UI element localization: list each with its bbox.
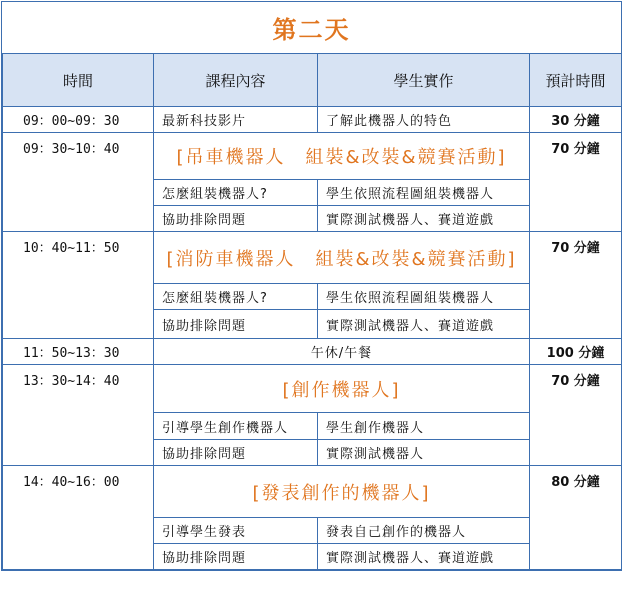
practice-cell: 實際測試機器人、賽道遊戲: [318, 206, 530, 232]
practice-cell: 學生依照流程圖組裝機器人: [318, 180, 530, 206]
content-cell: 怎麼組裝機器人?: [154, 180, 318, 206]
activity-title: [發表創作的機器人]: [154, 466, 530, 518]
content-cell: 協助排除問題: [154, 206, 318, 232]
content-cell: 引導學生創作機器人: [154, 413, 318, 440]
activity-title: [吊車機器人 組裝&改裝&競賽活動]: [154, 133, 530, 180]
time-cell: 13：30~14：40: [3, 365, 154, 466]
duration-cell: 70 分鐘: [530, 365, 622, 466]
activity-title: [創作機器人]: [154, 365, 530, 413]
header-duration: 預計時間: [530, 54, 622, 107]
header-row: [3, 54, 622, 107]
table-row: [3, 232, 622, 284]
time-cell: 09：00~09：30: [3, 107, 154, 133]
table-row: [3, 466, 622, 518]
practice-cell: 了解此機器人的特色: [318, 107, 530, 133]
practice-cell: 學生依照流程圖組裝機器人: [318, 284, 530, 310]
lunch-cell: 午休/午餐: [154, 339, 530, 365]
duration-cell: 70 分鐘: [530, 133, 622, 232]
practice-cell: 發表自己創作的機器人: [318, 518, 530, 544]
table-row: [3, 107, 622, 133]
content-cell: 怎麼組裝機器人?: [154, 284, 318, 310]
duration-cell: 80 分鐘: [530, 466, 622, 570]
time-cell: 09：30~10：40: [3, 133, 154, 232]
schedule-table: [2, 53, 622, 570]
duration-cell: 70 分鐘: [530, 232, 622, 339]
activity-title: [消防車機器人 組裝&改裝&競賽活動]: [154, 232, 530, 284]
page-title: 第二天: [272, 16, 351, 44]
time-cell: 10：40~11：50: [3, 232, 154, 339]
duration-cell: 30 分鐘: [530, 107, 622, 133]
header-content: 課程內容: [154, 54, 318, 107]
content-cell: 引導學生發表: [154, 518, 318, 544]
practice-cell: 實際測試機器人、賽道遊戲: [318, 544, 530, 570]
content-cell: 協助排除問題: [154, 310, 318, 339]
time-cell: 11：50~13：30: [3, 339, 154, 365]
content-cell: 協助排除問題: [154, 544, 318, 570]
practice-cell: 學生創作機器人: [318, 413, 530, 440]
header-practice: 學生實作: [318, 54, 530, 107]
table-row: [3, 339, 622, 365]
header-time: 時間: [3, 54, 154, 107]
schedule-frame: [1, 1, 622, 571]
content-cell: 協助排除問題: [154, 440, 318, 466]
duration-cell: 100 分鐘: [530, 339, 622, 365]
practice-cell: 實際測試機器人、賽道遊戲: [318, 310, 530, 339]
table-row: [3, 133, 622, 180]
practice-cell: 實際測試機器人: [318, 440, 530, 466]
time-cell: 14：40~16：00: [3, 466, 154, 570]
content-cell: 最新科技影片: [154, 107, 318, 133]
table-row: [3, 365, 622, 413]
